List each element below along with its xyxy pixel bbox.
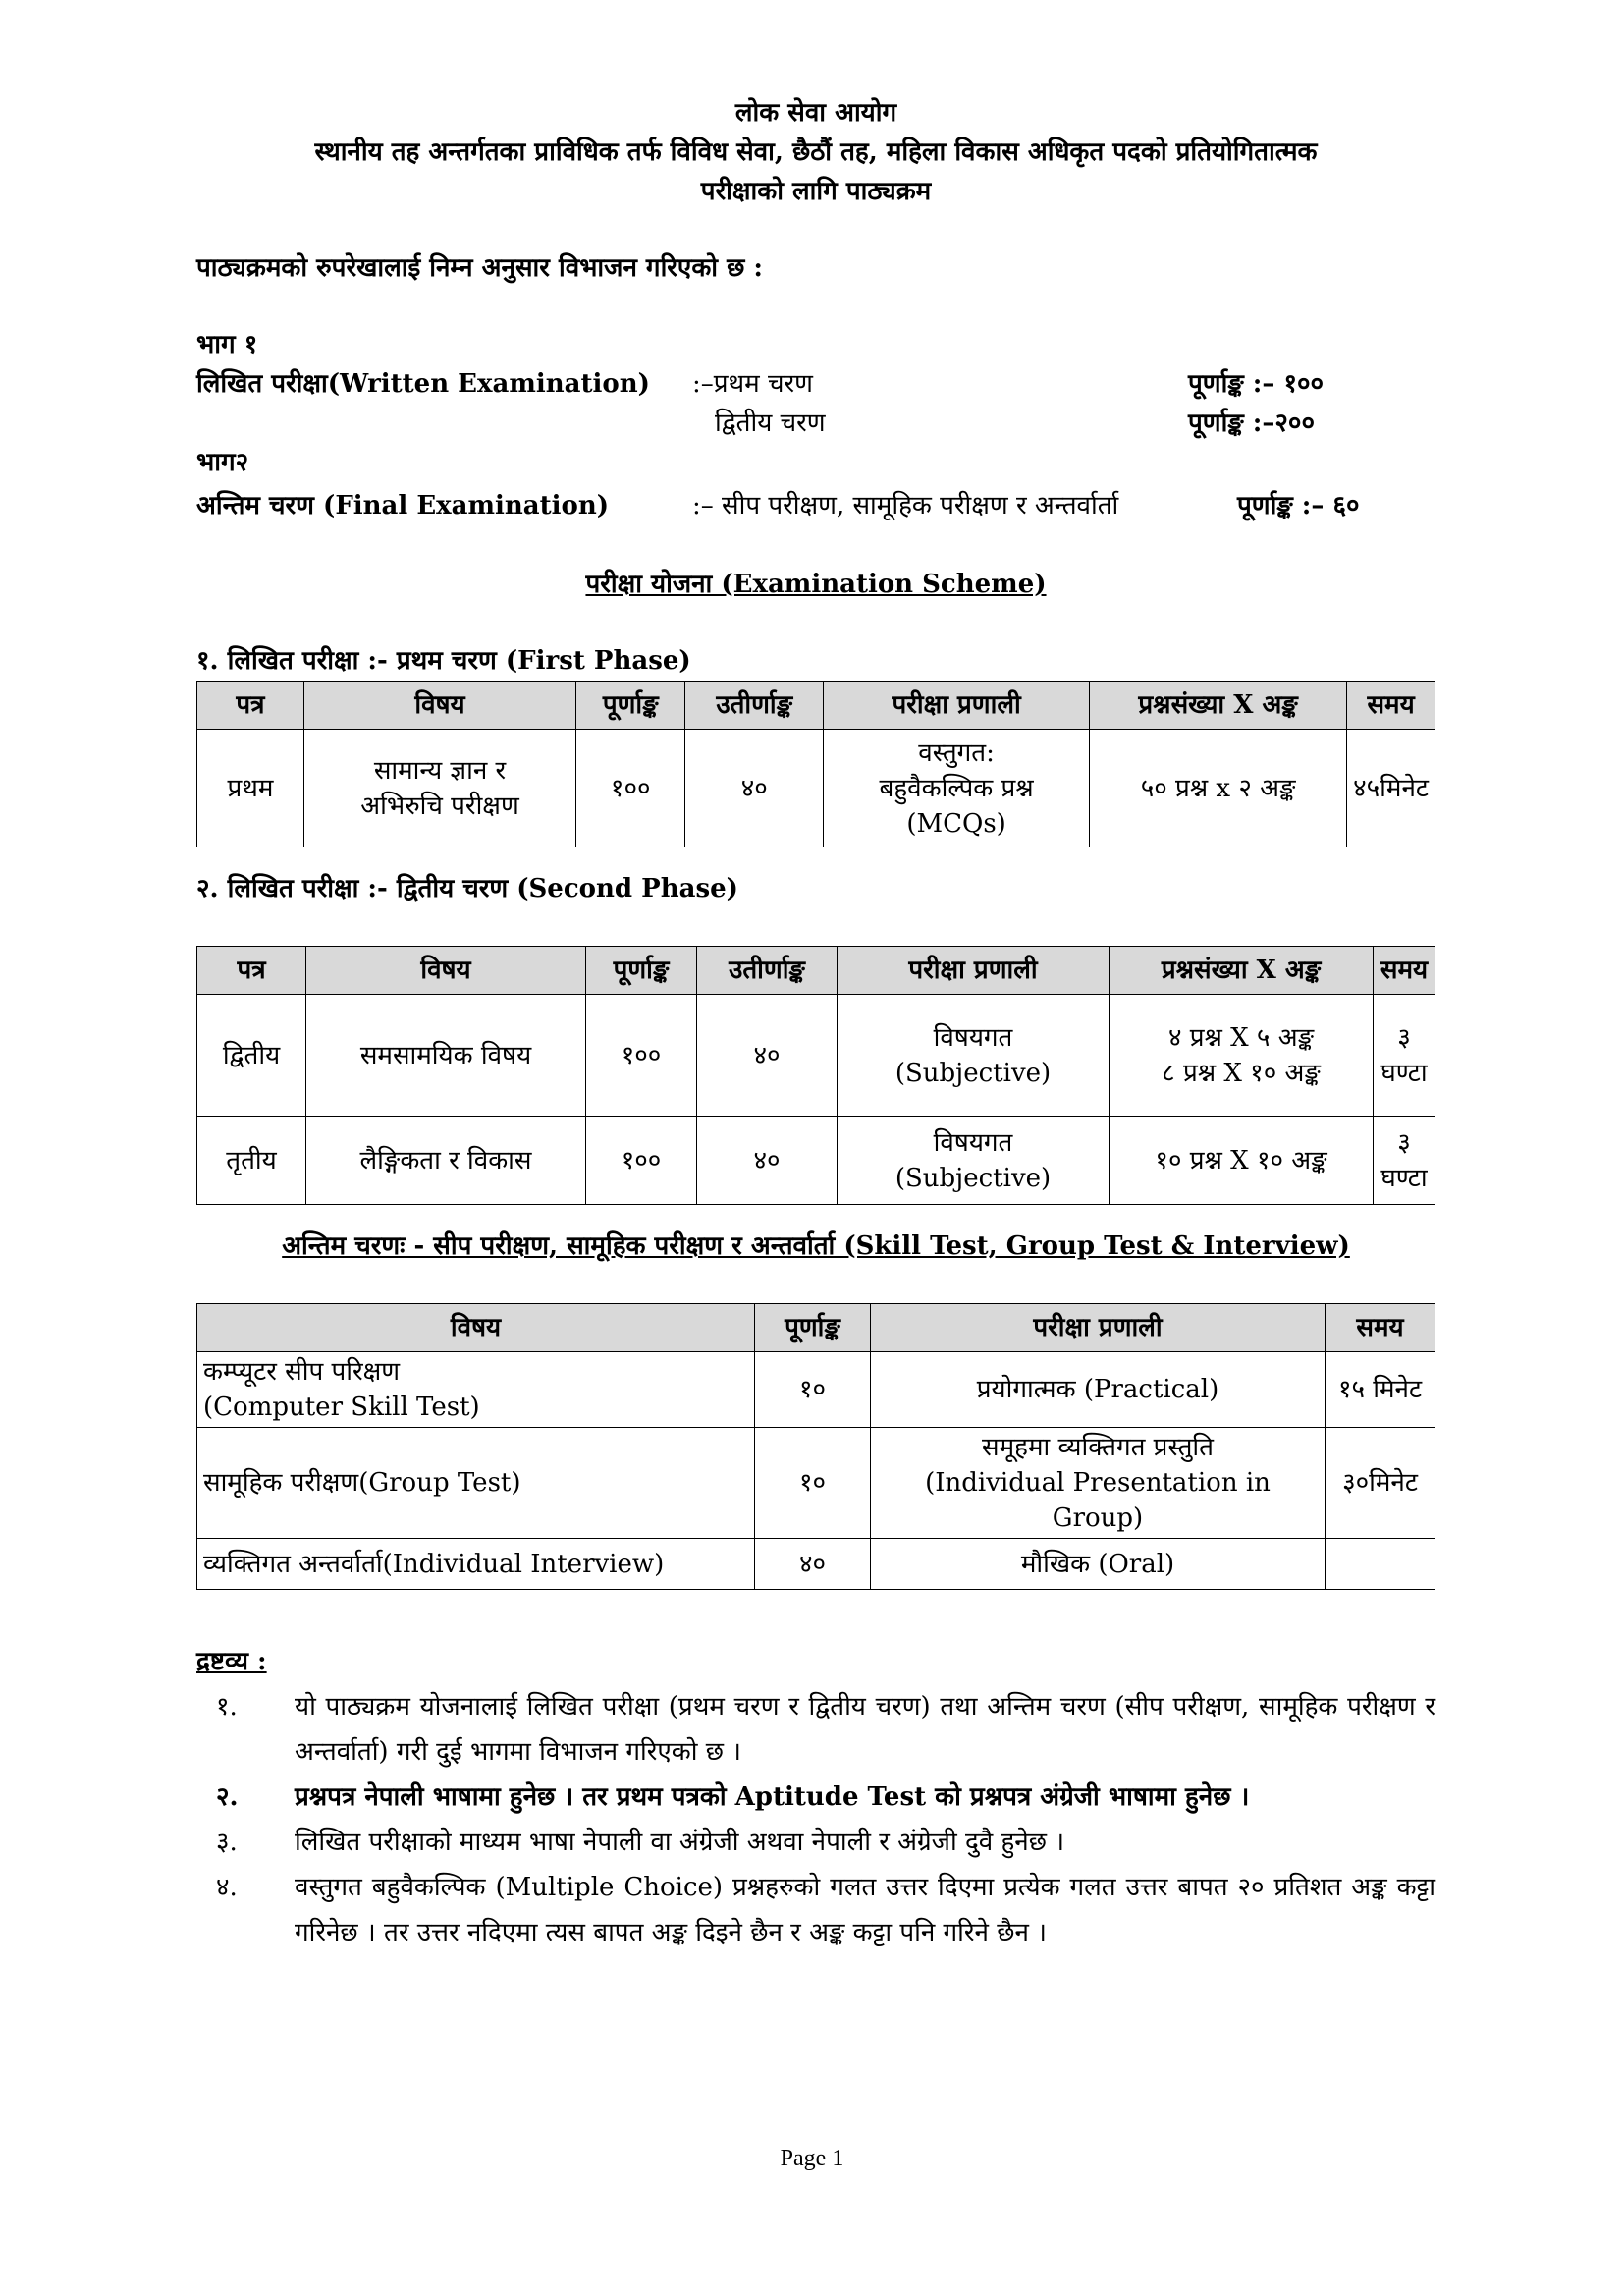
column-header: परीक्षा प्रणाली xyxy=(838,947,1110,995)
note-item xyxy=(196,1865,1435,1955)
column-header: पत्र xyxy=(197,682,304,730)
table-cell: लैङ्गिकता र विकास xyxy=(306,1117,586,1205)
table-cell: १० xyxy=(755,1352,871,1428)
table-cell: विषयगत (Subjective) xyxy=(838,1117,1110,1205)
table-cell: विषयगत (Subjective) xyxy=(838,995,1110,1117)
second-phase-table xyxy=(196,946,1435,1205)
written-exam-label: लिखित परीक्षा(Written Examination) xyxy=(196,369,650,399)
column-header: पूर्णाङ्क xyxy=(755,1304,871,1352)
table-cell: ३०मिनेट xyxy=(1326,1428,1435,1539)
table-header-row xyxy=(197,947,1435,995)
final-section-title: अन्तिम चरणः - सीप परीक्षण, सामूहिक परीक्षण र अन्तर्वार्ता (Skill Test, Group Test & Interview) xyxy=(282,1231,1350,1261)
notes-title-wrap xyxy=(196,1639,1435,1684)
column-header: समय xyxy=(1374,947,1435,995)
table-cell xyxy=(1326,1539,1435,1590)
scheme-title: परीक्षा योजना (Examination Scheme) xyxy=(585,570,1047,599)
note-number: ४. xyxy=(216,1873,238,1902)
table-cell: वस्तुगत: बहुवैकल्पिक प्रश्न (MCQs) xyxy=(824,730,1090,847)
note-number: १. xyxy=(216,1692,238,1722)
table-cell: ४५मिनेट xyxy=(1347,730,1435,847)
column-header: उतीर्णाङ्क xyxy=(685,682,824,730)
table-cell: कम्प्यूटर सीप परिक्षण (Computer Skill Test) xyxy=(197,1352,755,1428)
column-header: पूर्णाङ्क xyxy=(576,682,685,730)
table-cell: ३ घण्टा xyxy=(1374,1117,1435,1205)
column-header: विषय xyxy=(303,682,575,730)
note-text: प्रश्नपत्र नेपाली भाषामा हुनेछ । तर प्रथम पत्रको Aptitude Test को प्रश्नपत्र अंग्रेजी भाषामा हुनेछ । xyxy=(295,1782,1250,1812)
final-phase-table xyxy=(196,1303,1435,1590)
table-row xyxy=(197,1539,1435,1590)
column-header: परीक्षा प्रणाली xyxy=(871,1304,1326,1352)
column-header: प्रश्नसंख्या X अङ्क xyxy=(1090,682,1347,730)
table-cell: व्यक्तिगत अन्तर्वार्ता(Individual Interview) xyxy=(197,1539,755,1590)
column-header: पत्र xyxy=(197,947,306,995)
final-exam-marks: पूर्णाङ्क :– ६० xyxy=(1237,491,1360,520)
table-header-row xyxy=(197,682,1435,730)
table-row xyxy=(197,730,1435,847)
note-text: यो पाठ्यक्रम योजनालाई लिखित परीक्षा (प्रथम चरण र द्वितीय चरण) तथा अन्तिम चरण (सीप परीक्षण, सामूहिक परीक्षण र अन्तर्वार्ता) गरी दुई भागमा विभाजन गरिएको छ । xyxy=(295,1692,1435,1767)
table-cell: समूहमा व्यक्तिगत प्रस्तुति (Individual Presentation in Group) xyxy=(871,1428,1326,1539)
section1-title: १. लिखित परीक्षा :- प्रथम चरण (First Phase) xyxy=(196,646,691,676)
table-cell: मौखिक (Oral) xyxy=(871,1539,1326,1590)
table-cell: ४ प्रश्न X ५ अङ्क ८ प्रश्न X १० अङ्क xyxy=(1110,995,1374,1117)
table-cell: द्वितीय xyxy=(197,995,306,1117)
final-exam-desc: :– सीप परीक्षण, सामूहिक परीक्षण र अन्तर्वार्ता xyxy=(692,491,1119,520)
notes-section xyxy=(196,1639,1435,1955)
table-row xyxy=(197,1352,1435,1428)
first-phase-table xyxy=(196,681,1435,847)
part1-phase2-row xyxy=(196,404,1435,443)
column-header: प्रश्नसंख्या X अङ्क xyxy=(1110,947,1374,995)
table-cell: प्रयोगात्मक (Practical) xyxy=(871,1352,1326,1428)
part1-label: भाग १ xyxy=(196,330,258,359)
part2-final-row xyxy=(196,486,1435,525)
column-header: उतीर्णाङ्क xyxy=(697,947,838,995)
note-item xyxy=(196,1820,1435,1865)
phase1-label: :–प्रथम चरण xyxy=(692,369,813,399)
table-cell: १५ मिनेट xyxy=(1326,1352,1435,1428)
table-cell: सामूहिक परीक्षण(Group Test) xyxy=(197,1428,755,1539)
table-cell: ४० xyxy=(755,1539,871,1590)
scheme-title-wrap xyxy=(196,565,1435,604)
note-text: वस्तुगत बहुवैकल्पिक (Multiple Choice) प्रश्नहरुको गलत उत्तर दिएमा प्रत्येक गलत उत्तर बापत २० प्रतिशत अङ्क कट्टा गरिनेछ । तर उत्तर नदिएमा त्यस बापत अङ्क दिइने छैन र अङ्क कट्टा पनि गरिने छैन । xyxy=(295,1873,1435,1947)
table-cell: तृतीय xyxy=(197,1117,306,1205)
phase2-marks: पूर्णाङ्क :–२०० xyxy=(1188,409,1315,438)
note-item xyxy=(196,1775,1435,1820)
note-number: २. xyxy=(216,1782,239,1812)
table-cell: १० xyxy=(755,1428,871,1539)
table-row xyxy=(197,995,1435,1117)
final-section-title-wrap xyxy=(196,1227,1435,1266)
header-line-2: स्थानीय तह अन्तर्गतका प्राविधिक तर्फ विविध सेवा, छैठौं तह, महिला विकास अधिकृत पदको प्रतियोगितात्मक xyxy=(314,137,1318,167)
note-item xyxy=(196,1684,1435,1775)
phase1-marks: पूर्णाङ्क :– १०० xyxy=(1188,369,1325,399)
table-cell: सामान्य ज्ञान र अभिरुचि परीक्षण xyxy=(303,730,575,847)
table-cell: ४० xyxy=(697,995,838,1117)
table-cell: ५० प्रश्न x २ अङ्क xyxy=(1090,730,1347,847)
table-cell: ४० xyxy=(697,1117,838,1205)
column-header: विषय xyxy=(306,947,586,995)
table-cell: प्रथम xyxy=(197,730,304,847)
note-number: ३. xyxy=(216,1828,238,1857)
table-cell: ४० xyxy=(685,730,824,847)
table-cell: १०० xyxy=(576,730,685,847)
part1-phase1-row xyxy=(196,364,1435,404)
table-cell: ३ घण्टा xyxy=(1374,995,1435,1117)
table-cell: १०० xyxy=(586,995,697,1117)
table-cell: १० प्रश्न X १० अङ्क xyxy=(1110,1117,1374,1205)
notes-title: द्रष्टव्य : xyxy=(196,1647,267,1676)
page-number: Page 1 xyxy=(780,2146,844,2171)
column-header: समय xyxy=(1347,682,1435,730)
part2-label: भाग२ xyxy=(196,448,249,477)
table-row xyxy=(197,1117,1435,1205)
column-header: परीक्षा प्रणाली xyxy=(824,682,1090,730)
final-exam-label: अन्तिम चरण (Final Examination) xyxy=(196,491,610,520)
header-line-3: परीक्षाको लागि पाठ्यक्रम xyxy=(700,177,932,206)
header xyxy=(196,93,1435,211)
column-header: विषय xyxy=(197,1304,755,1352)
table-cell: १०० xyxy=(586,1117,697,1205)
column-header: समय xyxy=(1326,1304,1435,1352)
table-cell: समसामयिक विषय xyxy=(306,995,586,1117)
phase2-label: द्वितीय चरण xyxy=(715,409,826,438)
table-row xyxy=(197,1428,1435,1539)
column-header: पूर्णाङ्क xyxy=(586,947,697,995)
intro-text: पाठ्यक्रमको रुपरेखालाई निम्न अनुसार विभाजन गरिएको छ : xyxy=(196,253,763,283)
document-page xyxy=(196,93,1435,1955)
section2-title: २. लिखित परीक्षा :- द्वितीय चरण (Second Phase) xyxy=(196,874,738,903)
table-header-row xyxy=(197,1304,1435,1352)
header-line-1: लोक सेवा आयोग xyxy=(734,98,897,128)
note-text: लिखित परीक्षाको माध्यम भाषा नेपाली वा अंग्रेजी अथवा नेपाली र अंग्रेजी दुवै हुनेछ । xyxy=(295,1828,1065,1857)
